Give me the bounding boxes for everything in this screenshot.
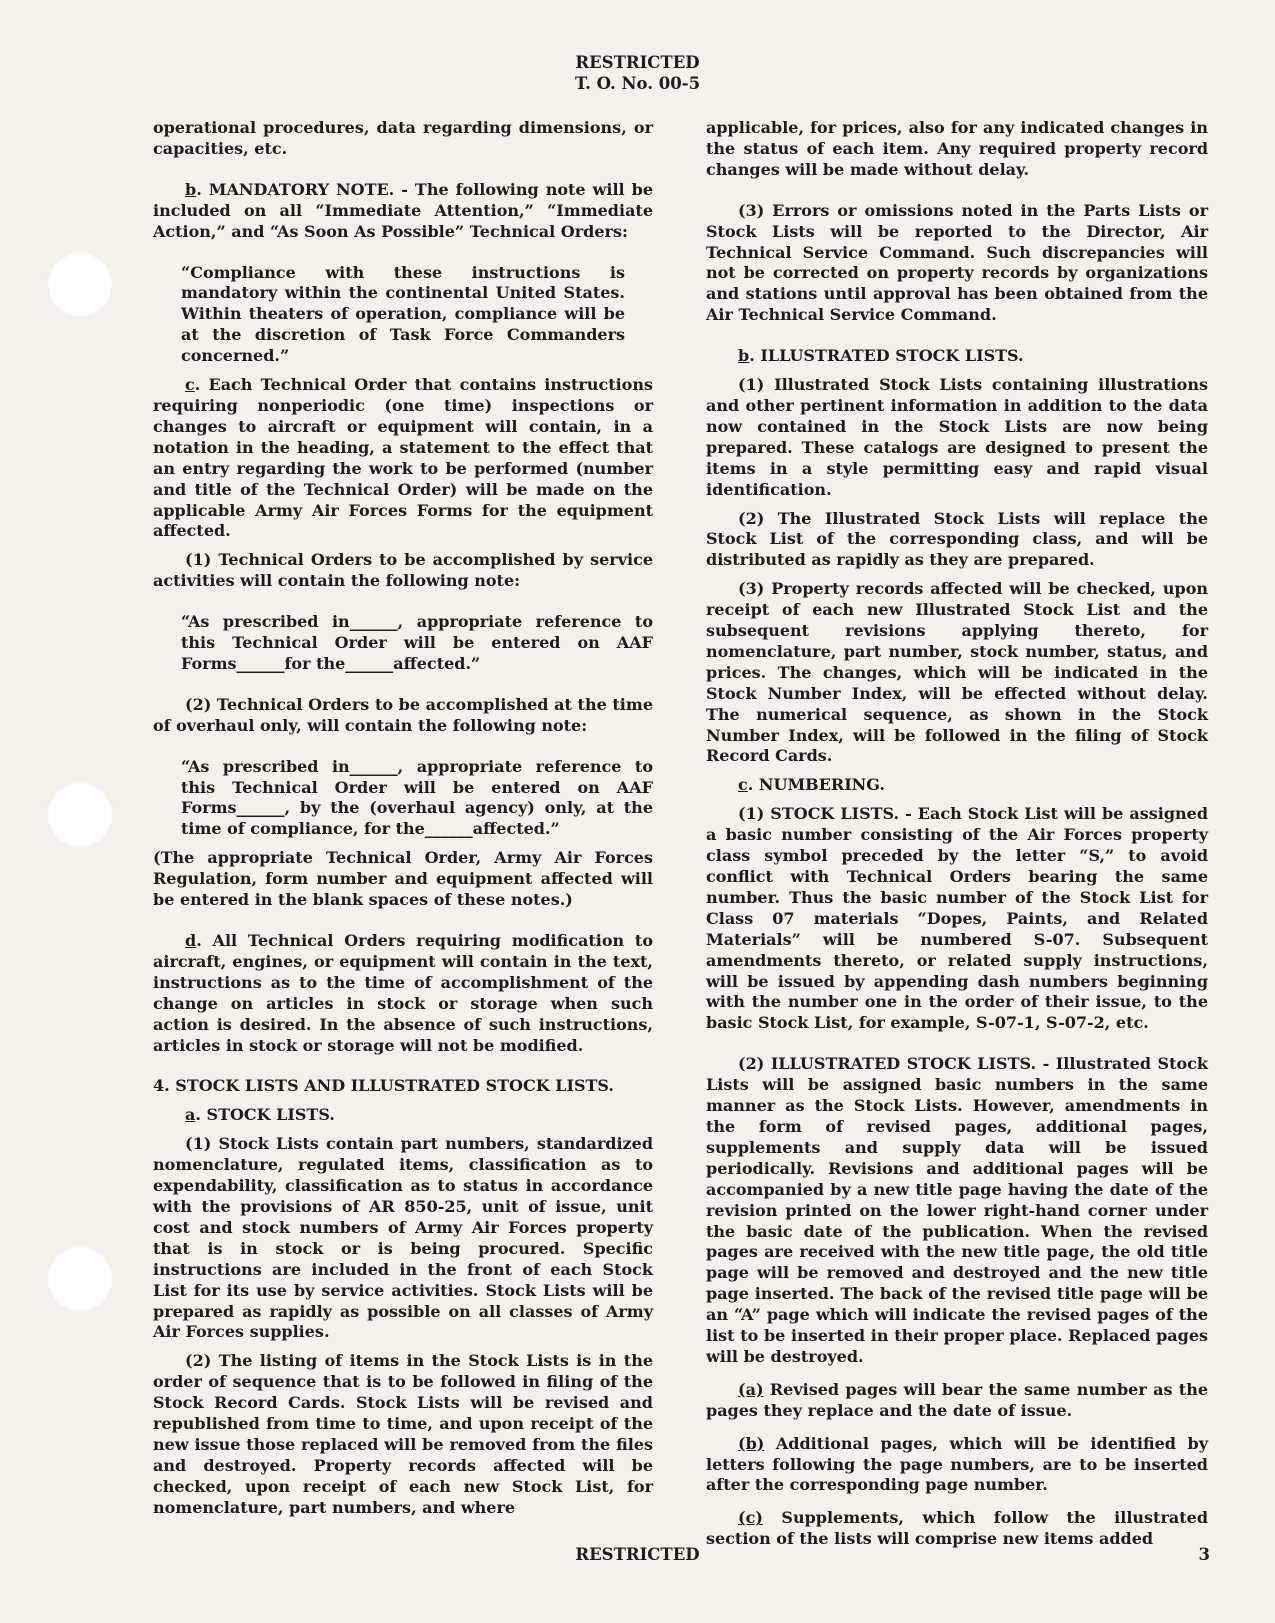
paragraph — [153, 375, 653, 542]
paragraph-text: . All Technical Orders requiring modification to aircraft, engines, or equipment will contain in the text, instructions as to the time of accomplishment of the change on articles in stock or storage when such action is desired. In the absence of such instructions, articles in stock or storage will not be modified. — [153, 931, 653, 1055]
heading-text: . STOCK LISTS. — [195, 1105, 335, 1125]
page-number: 3 — [1198, 1545, 1210, 1564]
page-header — [0, 52, 1275, 94]
quoted-note: “Compliance with these instructions is mandatory within the continental United States. Within theaters of operation, compliance will be at the discretion of Task Force Commanders concerned.” — [181, 262, 625, 366]
subsection-heading — [153, 1105, 653, 1126]
paragraph-text: Supplements, which follow the illustrated section of the lists will comprise new items added — [706, 1508, 1208, 1549]
binder-hole — [47, 252, 113, 318]
paragraph — [153, 180, 653, 243]
paragraph: (1) Technical Orders to be accomplished by service activities will contain the following note: — [153, 550, 653, 591]
item-label: d — [185, 931, 197, 950]
binder-hole — [47, 1246, 113, 1312]
item-label: c — [185, 375, 195, 395]
paragraph — [153, 931, 653, 1056]
quoted-note: “As prescribed in______, appropriate reference to this Technical Order will be entered on AAF Forms______for the______affected.” — [181, 612, 653, 673]
subsection-heading — [706, 346, 1208, 367]
paragraph: (3) Errors or omissions noted in the Parts Lists or Stock Lists will be reported to the Director, Air Technical Service Command. Such discrepancies will not be corrected on property records by organizations and stations until approval has been obtained from the Air Technical Service Command. — [706, 200, 1208, 325]
paragraph: (2) The Illustrated Stock Lists will replace the Stock List of the corresponding class, and will be distributed as rapidly as they are prepared. — [706, 508, 1208, 570]
item-label: (c) — [738, 1508, 763, 1528]
paragraph — [706, 1508, 1208, 1550]
item-label: b — [738, 346, 750, 366]
paragraph: (2) ILLUSTRATED STOCK LISTS. - Illustrated Stock Lists will be assigned basic numbers in the same manner as the Stock Lists. However, amendments in the form of revised pages, additional pages, supplements and supply data will be issued periodically. Revisions and additional pages will be accompanied by a new title page having the date of the revision printed on the lower right-hand corner under the basic date of the publication. When the revised pages are received with the new title page, the old title page will be removed and destroyed and the new title page inserted. The back of the revised title page will be an “A” page which will indicate the revised pages of the list to be inserted in their proper place. Replaced pages will be destroyed. — [706, 1054, 1208, 1366]
paragraph: (3) Property records affected will be checked, upon receipt of each new Illustrated Stock List and the subsequent revisions applying thereto, for nomenclature, part number, stock number, status, and prices. The changes, which will be indicated in the Stock Number Index, will be effected without delay. The numerical sequence, as shown in the Stock Number Index, will be followed in the filing of Stock Record Cards. — [706, 579, 1208, 766]
subsection-heading — [706, 775, 1208, 796]
paragraph — [706, 1380, 1208, 1422]
item-label: a — [185, 1105, 196, 1125]
header-classification: RESTRICTED — [575, 53, 700, 72]
paragraph: (1) Stock Lists contain part numbers, standardized nomenclature, regulated items, classification as to expendability, classification as to status in accordance with the provisions of AR 850-25, unit of issue, unit cost and stock numbers of Army Air Forces property that is in stock or is being procured. Specific instructions are included in the front of each Stock List for its use by service activities. Stock Lists will be prepared as rapidly as possible on all classes of Army Air Forces supplies. — [153, 1134, 653, 1342]
paragraph: (1) STOCK LISTS. - Each Stock List will be assigned a basic number consisting of the Air Forces property class symbol preceded by the letter “S,” to avoid conflict with Technical Orders bearing the same number. Thus the basic number of the Stock List for Class 07 materials “Dopes, Paints, and Related Materials” will be numbered S-07. Subsequent amendments thereto, or related supply instructions, will be issued by appending dash numbers beginning with the number one in the order of their issue, to the basic Stock List, for example, S-07-1, S-07-2, etc. — [706, 804, 1208, 1033]
paragraph: (2) Technical Orders to be accomplished at the time of overhaul only, will contain the following note: — [153, 694, 653, 735]
paragraph-text: Revised pages will bear the same number as the pages they replace and the date of issue. — [706, 1379, 1208, 1420]
header-doc-number: T. O. No. 00-5 — [574, 74, 701, 93]
paragraph-text: . Each Technical Order that contains instructions requiring nonperiodic (one time) inspections or changes to aircraft or equipment will contain, in a notation in the heading, a statement to the effect that an entry regarding the work to be performed (number and title of the Technical Order) will be made on the applicable Army Air Forces Forms for the equipment affected. — [153, 375, 653, 541]
item-label: b — [185, 179, 197, 199]
paragraph: operational procedures, data regarding dimensions, or capacities, etc. — [153, 118, 653, 158]
paragraph: (The appropriate Technical Order, Army Air Forces Regulation, form number and equipment affected will be entered in the blank spaces of these notes.) — [153, 848, 653, 910]
quoted-note: “As prescribed in______, appropriate reference to this Technical Order will be entered on AAF Forms______, by the (overhaul agency) only, at the time of compliance, for the______affected.” — [181, 756, 653, 839]
paragraph: applicable, for prices, also for any indicated changes in the status of each item. Any required property record changes will be made without delay. — [706, 118, 1208, 179]
paragraph-text: Additional pages, which will be identified by letters following the page numbers, are to be inserted after the corresponding page number. — [706, 1433, 1208, 1495]
paragraph: (1) Illustrated Stock Lists containing illustrations and other pertinent information in addition to the data now contained in the Stock Lists are now being prepared. These catalogs are designed to present the items in a style permitting easy and rapid visual identification. — [706, 375, 1208, 499]
paragraph — [706, 1434, 1208, 1497]
binder-hole — [47, 782, 113, 848]
footer-classification: RESTRICTED — [575, 1545, 700, 1564]
section-heading: 4. STOCK LISTS AND ILLUSTRATED STOCK LISTS. — [153, 1076, 614, 1096]
item-label: (a) — [738, 1379, 764, 1399]
item-label: (b) — [738, 1433, 765, 1453]
heading-text: . NUMBERING. — [747, 775, 885, 795]
right-column — [706, 118, 1208, 1550]
paragraph: (2) The listing of items in the Stock Lists is in the order of sequence that is to be followed in filing of the Stock Record Cards. Stock Lists will be revised and republished from time to time, and upon receipt of the new issue those replaced will be removed from the files and destroyed. Property records affected will be checked, upon receipt of each new Stock List, for nomenclature, part numbers, and where — [153, 1351, 653, 1517]
left-column — [153, 118, 653, 1519]
paragraph-text: . MANDATORY NOTE. - The following note will be included on all “Immediate Attention,” “Immediate Action,” and “As Soon As Possible” Technical Orders: — [153, 179, 653, 241]
heading-text: . ILLUSTRATED STOCK LISTS. — [749, 346, 1024, 366]
item-label: c — [738, 775, 748, 795]
